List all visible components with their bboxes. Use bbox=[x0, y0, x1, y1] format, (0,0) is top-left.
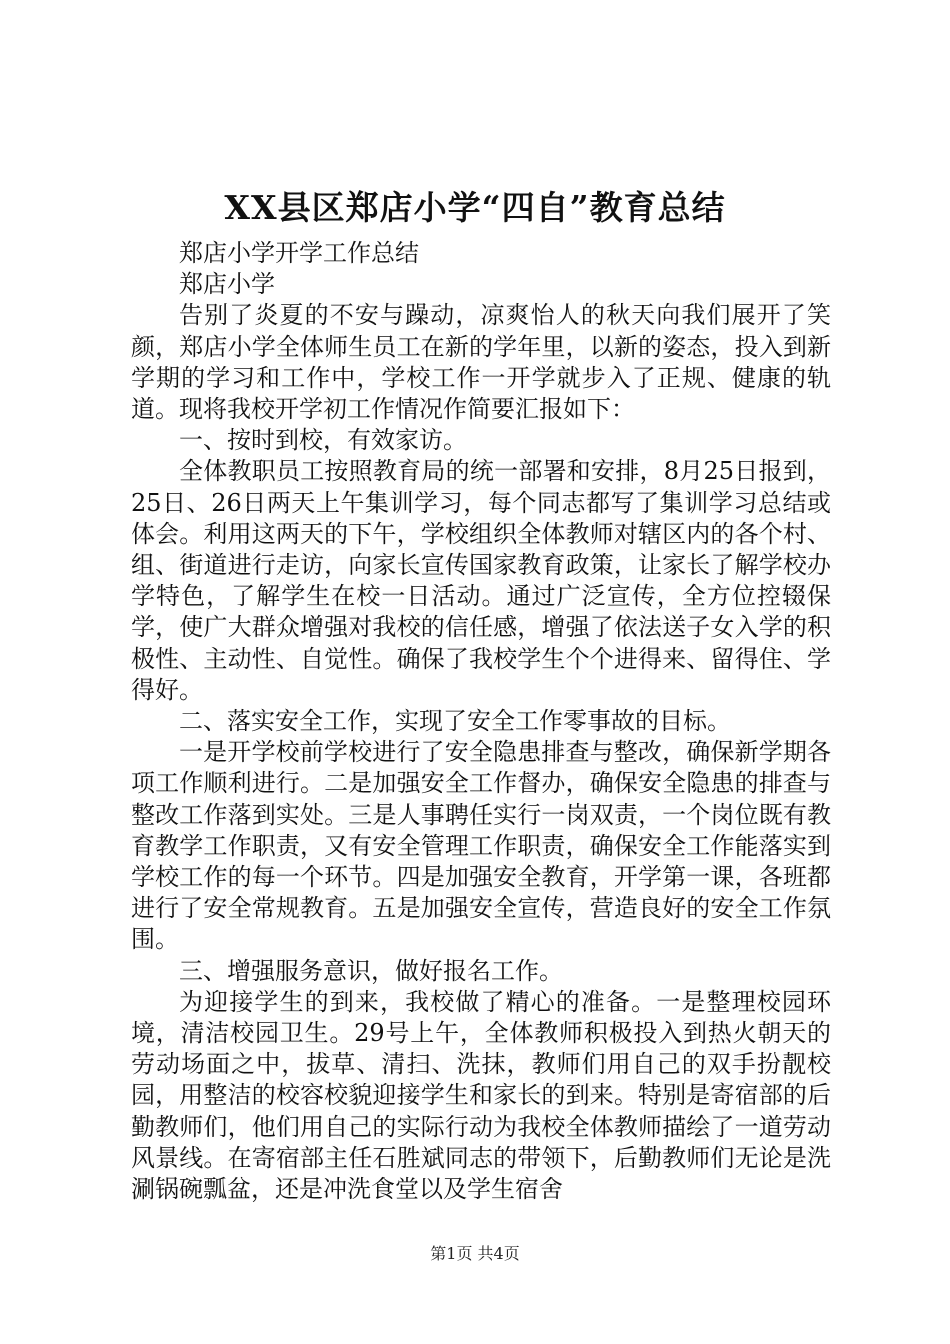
section-heading-1: 一、按时到校，有效家访。 bbox=[179, 426, 467, 455]
section-heading-2: 二、落实安全工作，实现了安全工作零事故的目标。 bbox=[179, 707, 731, 736]
document-title: XX县区郑店小学“四自”教育总结 bbox=[224, 188, 726, 227]
paragraph-section-2: 一是开学校前学校进行了安全隐患排查与整改，确保新学期各项工作顺利进行。二是加强安全工作督办，确保安全隐患的排查与整改工作落到实处。三是人事聘任实行一岗双责，一个岗位既有教育教学工作职责，又有安全管理工作职责，确保安全工作能落实到学校工作的每一个环节。四是加强安全教育，开学第一课，各班都进行了安全常规教育。五是加强安全宣传，营造良好的安全工作氛围。 bbox=[131, 738, 831, 954]
page-number-footer: 第1页 共4页 bbox=[430, 1244, 520, 1263]
paragraph-section-3: 为迎接学生的到来，我校做了精心的准备。一是整理校园环境，清洁校园卫生。29号上午，全体教师积极投入到热火朝天的劳动场面之中，拔草、清扫、洗抹，教师们用自己的双手扮靓校园，用整洁的校容校貌迎接学生和家长的到来。特别是寄宿部的后勤教师们，他们用自己的实际行动为我校全体教师描绘了一道劳动风景线。在寄宿部主任石胜斌同志的带领下，后勤教师们无论是洗涮锅碗瓢盆，还是冲洗食堂以及学生宿舍 bbox=[131, 987, 831, 1204]
section-heading-3: 三、增强服务意识，做好报名工作。 bbox=[179, 956, 563, 985]
paragraph-subtitle: 郑店小学开学工作总结 bbox=[179, 239, 419, 267]
paragraph-intro: 告别了炎夏的不安与躁动，凉爽怡人的秋天向我们展开了笑颜，郑店小学全体师生员工在新的学年里，以新的姿态，投入到新学期的学习和工作中，学校工作一开学就步入了正规、健康的轨道。现将我校开学初工作情况作简要汇报如下： bbox=[131, 301, 831, 424]
paragraph-author: 郑店小学 bbox=[179, 270, 275, 299]
paragraph-section-1: 全体教职员工按照教育局的统一部署和安排，8月25日报到，25日、26日两天上午集训学习，每个同志都写了集训学习总结或体会。利用这两天的下午，学校组织全体教师对辖区内的各个村、组、街道进行走访，向家长宣传国家教育政策，让家长了解学校办学特色，了解学生在校一日活动。通过广泛宣传，全方位控辍保学，使广大群众增强对我校的信任感，增强了依法送子女入学的积极性、主动性、自觉性。确保了我校学生个个进得来、留得住、学得好。 bbox=[131, 457, 831, 704]
document-body bbox=[131, 238, 831, 1205]
